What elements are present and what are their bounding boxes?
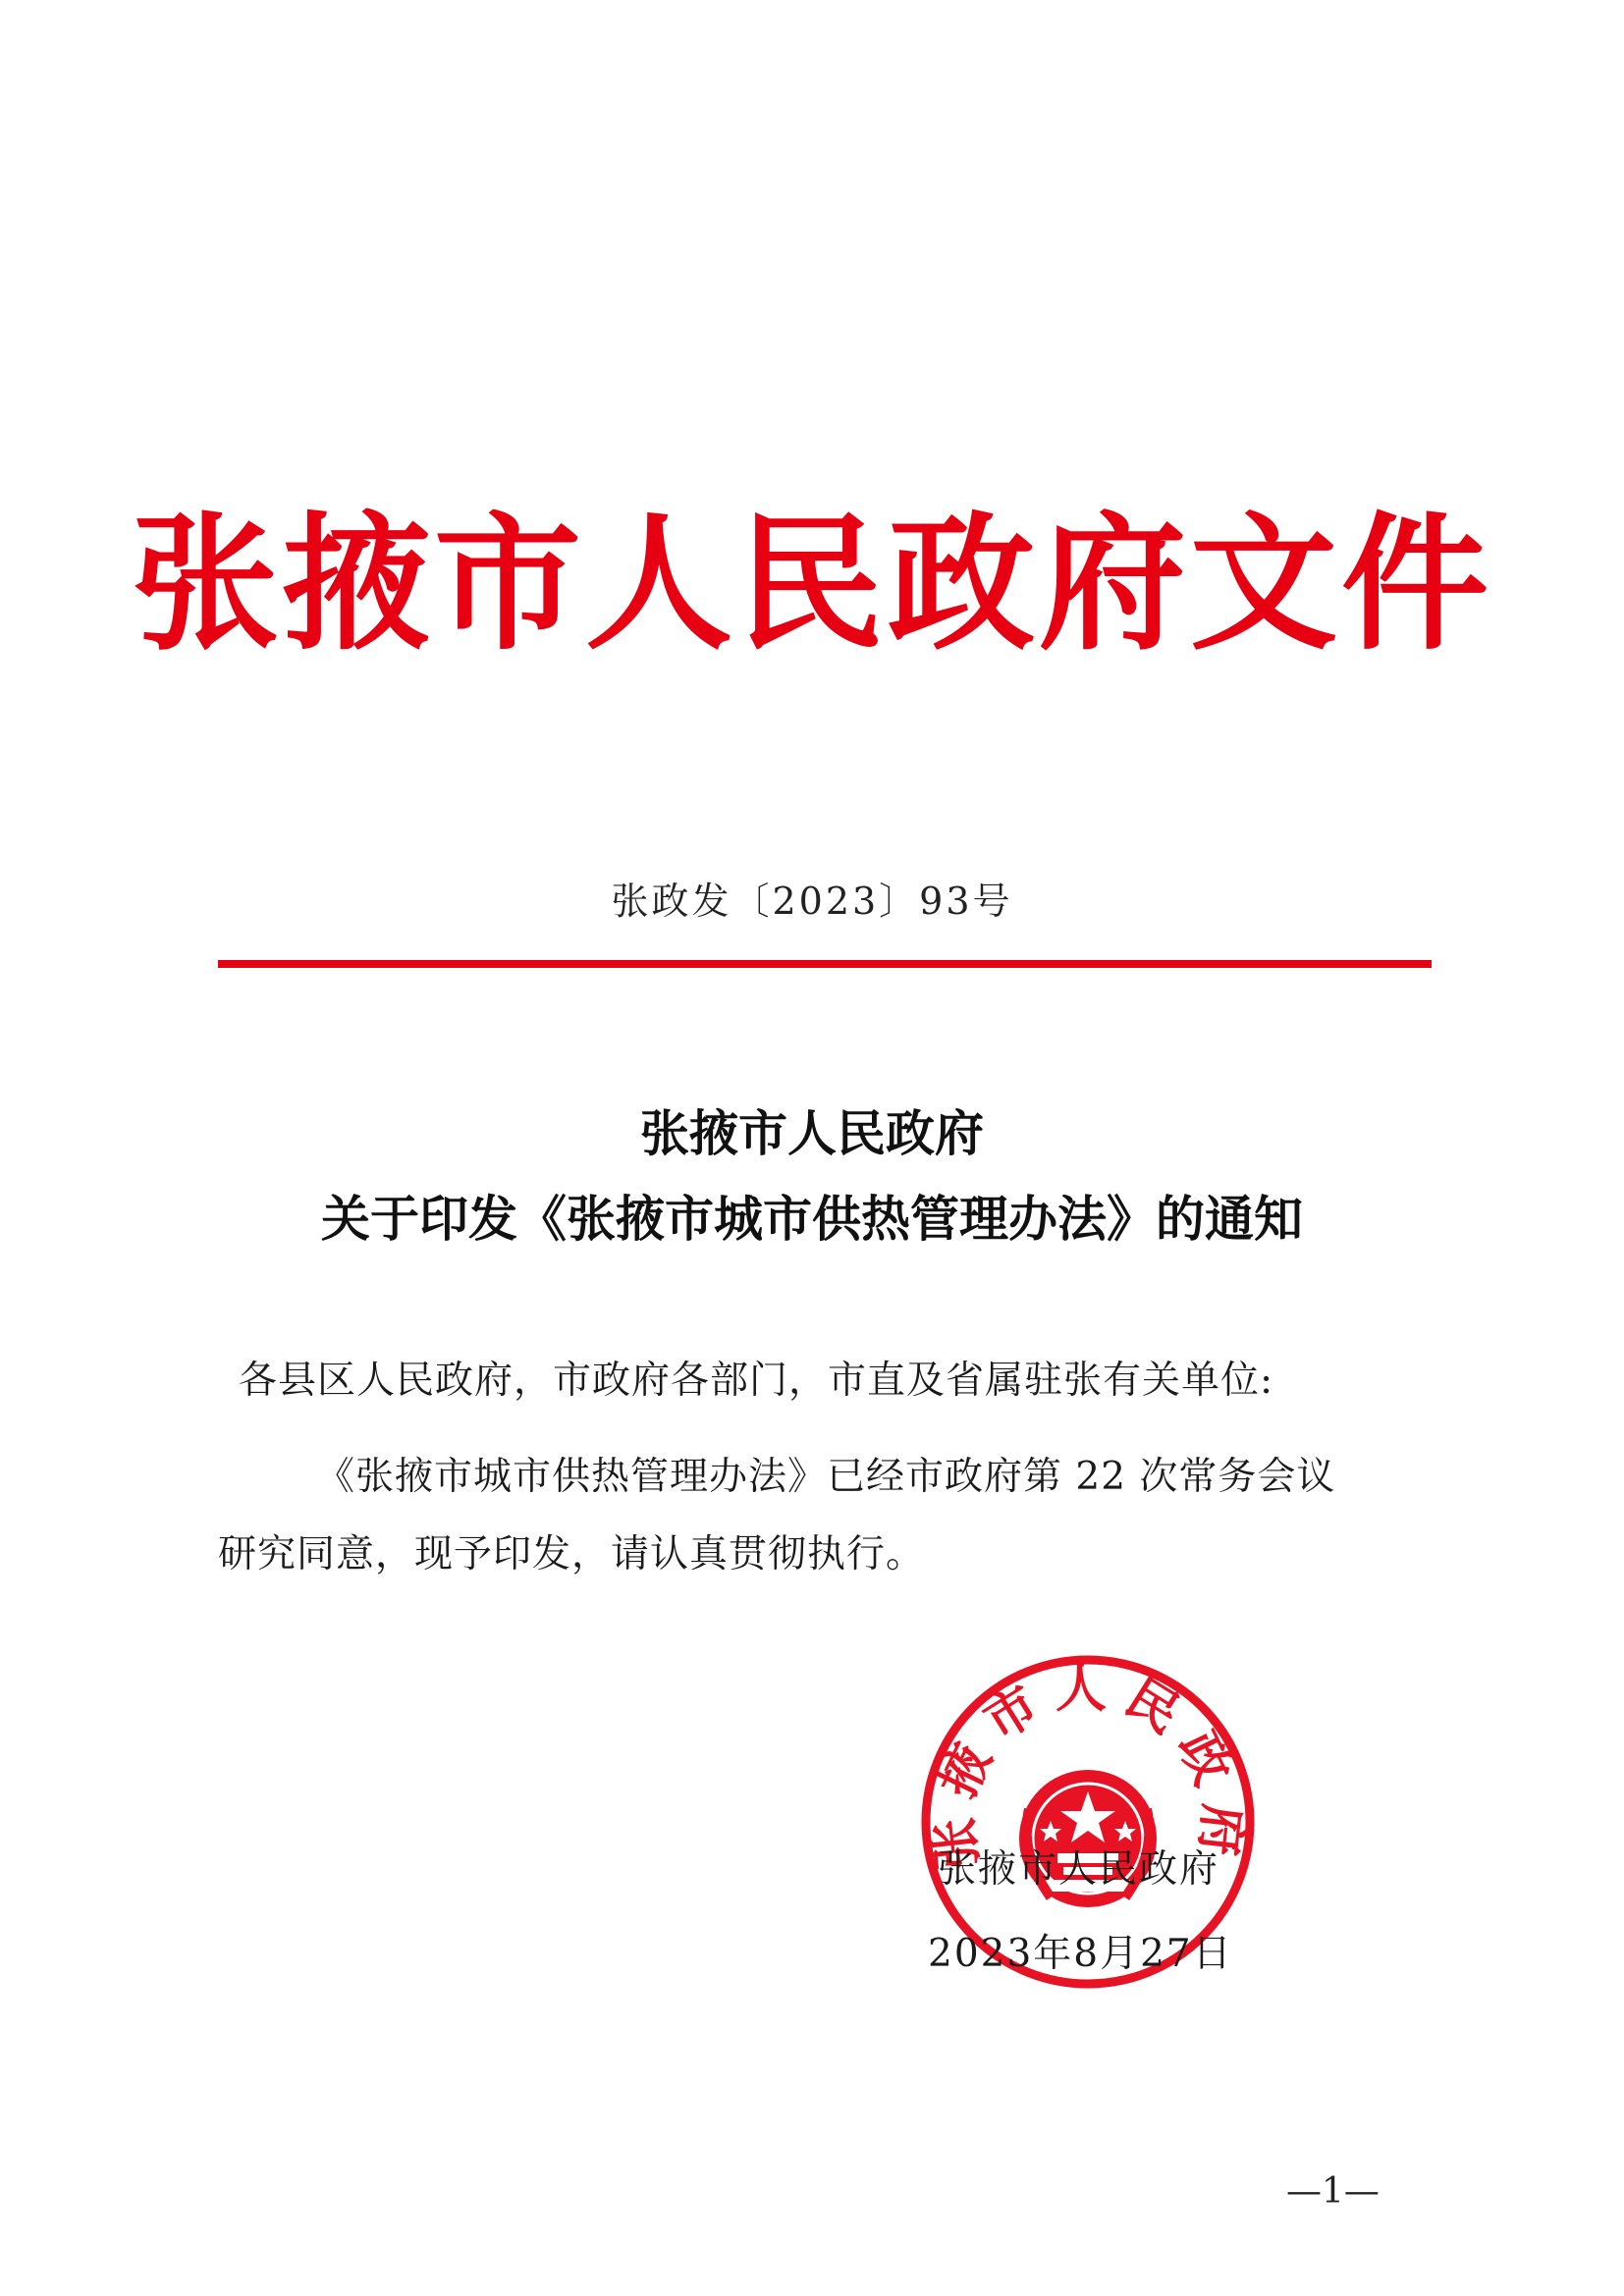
body-paragraph-line-2: 研究同意，现予印发，请认真贯彻执行。: [218, 1532, 926, 1576]
seal-text: 张掖市人民政府: [922, 1659, 1254, 1873]
document-title-line-2: 关于印发《张掖市城市供热管理办法》的通知: [321, 1190, 1303, 1248]
document-title-line-1: 张掖市人民政府: [640, 1104, 984, 1162]
addressee-line: 各县区人民政府，市政府各部门，市直及省属驻张有关单位:: [239, 1359, 1274, 1403]
masthead-title: 张掖市人民政府文件: [131, 498, 1492, 670]
signing-date: 2023年8月27日: [928, 1932, 1233, 1976]
document-number: 张政发〔2023〕93号: [611, 880, 1013, 923]
red-divider-line: [218, 960, 1432, 968]
signing-organization: 张掖市人民政府: [938, 1847, 1220, 1892]
body-paragraph-line-1: 《张掖市城市供热管理办法》已经市政府第 22 次常务会议: [316, 1455, 1336, 1499]
page-number: —1—: [1286, 2171, 1380, 2212]
